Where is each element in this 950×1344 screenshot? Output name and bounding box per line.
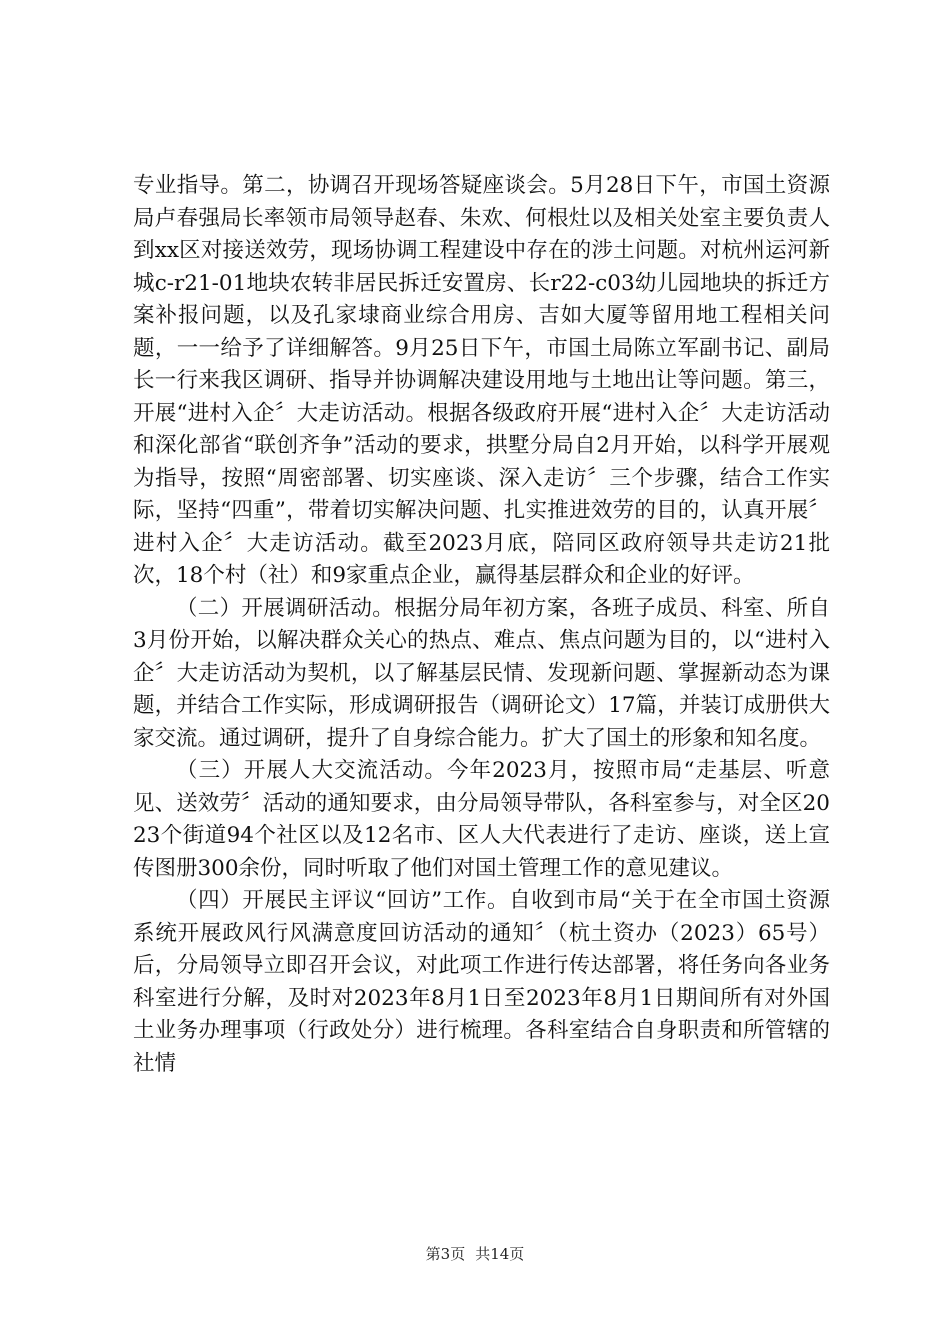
document-body [133, 170, 830, 1080]
paragraph-research-activities: （二）开展调研活动。根据分局年初方案，各班子成员、科室、所自3月份开始，以解决群众关心的热点、难点、焦点问题为目的，以“进村入企〞大走访活动为契机，以了解基层民情、发现新问题、掌握新动态为课题，并结合工作实际，形成调研报告（调研论文）17篇，并装订成册供大家交流。通过调研，提升了自身综合能力。扩大了国土的形象和知名度。 [133, 595, 830, 751]
paragraph-democratic-review: （四）开展民主评议“回访”工作。自收到市局“关于在全市国土资源系统开展政风行风满意度回访活动的通知〞（杭土资办（2023）65号）后，分局领导立即召开会议，对此项工作进行传达部署，将任务向各业务科室进行分解，及时对2023年8月1日至2023年8月1日期间所有对外国土业务办理事项（行政处分）进行梳理。各科室结合自身职责和所管辖的社情 [133, 888, 830, 1076]
total-pages: 共14页 [475, 1245, 525, 1263]
page-footer [0, 1244, 950, 1264]
paragraph-npc-exchange: （三）开展人大交流活动。今年2023月，按照市局“走基层、听意见、送效劳〞活动的通知要求，由分局领导带队，各科室参与，对全区2023个街道94个社区以及12名市、区人大代表进行了走访、座谈，送上宣传图册300余份，同时听取了他们对国土管理工作的意见建议。 [133, 758, 830, 881]
paragraph-continued: 专业指导。第二，协调召开现场答疑座谈会。5月28日下午，市国土资源局卢春强局长率领市局领导赵春、朱欢、何根灶以及相关处室主要负责人到xx区对接送效劳，现场协调工程建设中存在的涉土问题。对杭州运河新城c-r21-01地块农转非居民拆迁安置房、长r22-c03幼儿园地块的拆迁方案补报问题，以及孔家埭商业综合用房、吉如大厦等留用地工程相关问题，一一给予了详细解答。9月25日下午，市国土局陈立军副书记、副局长一行来我区调研、指导并协调解决建设用地与土地出让等问题。第三，开展“进村入企〞大走访活动。根据各级政府开展“进村入企〞大走访活动和深化部省“联创齐争”活动的要求，拱墅分局自2月开始，以科学开展观为指导，按照“周密部署、切实座谈、深入走访〞三个步骤，结合工作实际，坚持“四重”，带着切实解决问题、扎实推进效劳的目的，认真开展〞进村入企〞大走访活动。截至2023月底，陪同区政府领导共走访21批次，18个村（社）和9家重点企业，赢得基层群众和企业的好评。 [133, 173, 830, 588]
page-number: 第3页 [425, 1245, 466, 1263]
